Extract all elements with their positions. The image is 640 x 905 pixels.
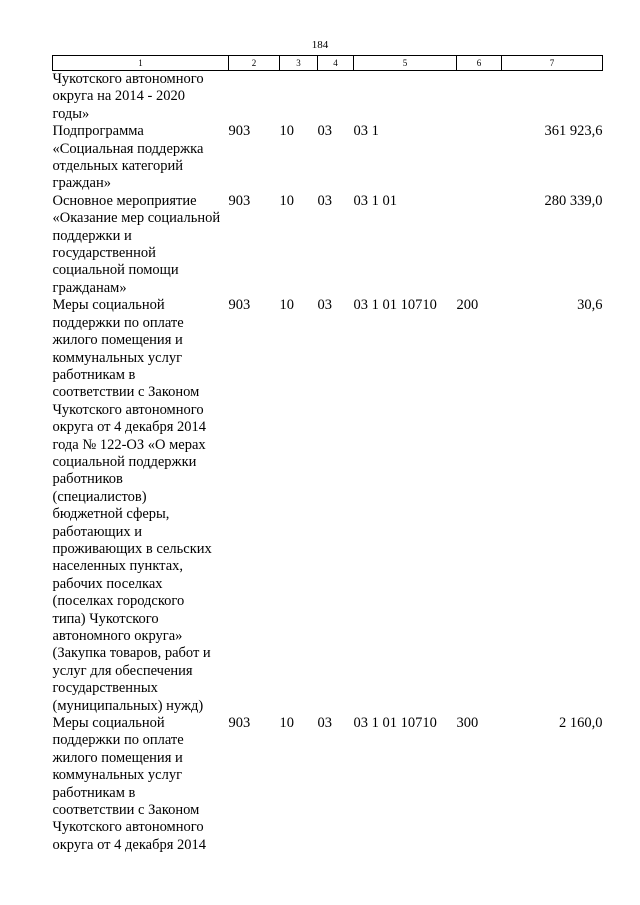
row-code-section: 10 — [279, 715, 294, 732]
description-line: Чукотского автономного — [52, 819, 204, 836]
header-col-3: 3 — [280, 56, 318, 71]
budget-table — [52, 55, 603, 854]
row-amount: 2 160,0 — [559, 715, 603, 732]
description-line: автономного округа» — [52, 628, 183, 644]
description-line: работникам в — [52, 784, 136, 801]
row-code-subsection: 03 — [317, 297, 332, 314]
description-line: работающих и — [52, 523, 142, 540]
description-line: услуг для обеспечения — [52, 662, 193, 679]
header-col-5: 5 — [354, 56, 457, 71]
row-description — [53, 71, 229, 124]
header-col-4: 4 — [318, 56, 354, 71]
row-description — [53, 297, 229, 715]
description-line: округа от 4 декабря 2014 — [52, 836, 207, 853]
description-line: Меры социальной — [52, 715, 165, 732]
table-row — [53, 297, 603, 715]
description-line: поддержки и — [52, 227, 132, 244]
header-col-6: 6 — [457, 56, 502, 71]
description-line: округа на 2014 - 2020 — [52, 88, 186, 105]
table-body — [53, 71, 603, 855]
description-line: Чукотского автономного — [52, 401, 204, 418]
description-line: соответствии с Законом — [52, 384, 200, 401]
description-line: работников — [52, 471, 123, 488]
description-line: населенных пунктах, — [52, 558, 183, 575]
description-line: социальной помощи — [52, 262, 179, 279]
header-col-1: 1 — [53, 56, 229, 71]
description-line: отдельных категорий — [52, 158, 184, 175]
row-code-target: 03 1 — [353, 123, 379, 140]
header-row — [53, 56, 603, 71]
description-line: года № 122-ОЗ «О мерах — [52, 436, 206, 453]
description-line: годы» — [52, 105, 90, 122]
description-line: работникам в — [52, 366, 136, 383]
description-line: (поселках городского — [52, 593, 185, 610]
description-line: граждан» — [52, 175, 111, 192]
row-code-target: 03 1 01 10710 — [353, 297, 437, 314]
description-line: типа) Чукотского — [52, 610, 159, 627]
description-line: (Закупка товаров, работ и — [52, 645, 211, 662]
table-row — [53, 193, 603, 297]
description-line: проживающих в сельских — [52, 540, 212, 557]
description-line: Основное мероприятие — [52, 192, 197, 209]
description-text — [53, 715, 229, 854]
row-description — [53, 123, 229, 193]
description-line: (специалистов) — [52, 488, 147, 505]
description-line: Меры социальной — [52, 297, 165, 314]
description-text — [53, 123, 229, 193]
table-row — [53, 715, 603, 854]
row-amount: 30,6 — [577, 297, 603, 314]
row-code-section: 10 — [279, 123, 294, 140]
description-line: рабочих поселках — [52, 575, 163, 592]
description-line: Подпрограмма — [52, 123, 144, 140]
description-line: округа от 4 декабря 2014 — [52, 419, 207, 436]
row-code-section — [280, 71, 318, 124]
description-line: социальной поддержки — [52, 453, 197, 470]
description-line: Чукотского автономного — [52, 71, 204, 87]
description-line: «Социальная поддержка — [52, 140, 204, 157]
description-line: государственной — [52, 245, 156, 262]
description-line: коммунальных услуг — [52, 767, 183, 784]
description-line: государственных — [52, 680, 158, 697]
row-code-expense-type — [457, 123, 502, 193]
row-code-subsection — [318, 71, 354, 124]
row-code-expense-type: 300 — [456, 715, 479, 732]
description-line: коммунальных услуг — [52, 349, 183, 366]
row-amount: 361 923,6 — [544, 123, 603, 140]
description-line: соответствии с Законом — [52, 802, 200, 819]
header-col-2: 2 — [229, 56, 280, 71]
description-line: жилого помещения и — [52, 749, 183, 766]
row-code-section: 10 — [279, 297, 294, 314]
description-line: гражданам» — [52, 279, 127, 296]
description-line: поддержки по оплате — [52, 314, 184, 331]
row-code-admin: 903 — [228, 715, 251, 732]
row-code-target: 03 1 01 — [353, 192, 397, 209]
row-code-section: 10 — [279, 192, 294, 209]
row-code-target — [354, 71, 457, 124]
table-row — [53, 123, 603, 193]
description-line: (муниципальных) нужд) — [52, 697, 204, 714]
description-text — [53, 71, 229, 123]
row-code-subsection: 03 — [317, 123, 332, 140]
description-line: бюджетной сферы, — [52, 506, 170, 523]
table-header — [53, 56, 603, 71]
page-number: 184 — [311, 39, 329, 51]
row-description — [53, 193, 229, 297]
row-code-admin: 903 — [228, 192, 251, 209]
description-text — [53, 297, 229, 715]
row-description — [53, 715, 229, 854]
row-code-admin — [229, 71, 280, 124]
description-text — [53, 193, 229, 297]
header-col-7: 7 — [502, 56, 603, 71]
row-amount: 280 339,0 — [544, 192, 603, 209]
row-code-subsection: 03 — [317, 715, 332, 732]
row-code-expense-type: 200 — [456, 297, 479, 314]
table-row — [53, 71, 603, 124]
row-code-admin: 903 — [228, 123, 251, 140]
description-line: жилого помещения и — [52, 332, 183, 349]
description-line: «Оказание мер социальной — [52, 210, 221, 227]
row-code-expense-type — [457, 71, 502, 124]
description-line: поддержки по оплате — [52, 732, 184, 749]
row-code-expense-type — [457, 193, 502, 297]
row-code-admin: 903 — [228, 297, 251, 314]
row-code-subsection: 03 — [317, 192, 332, 209]
row-amount — [502, 71, 603, 124]
row-code-target: 03 1 01 10710 — [353, 715, 437, 732]
